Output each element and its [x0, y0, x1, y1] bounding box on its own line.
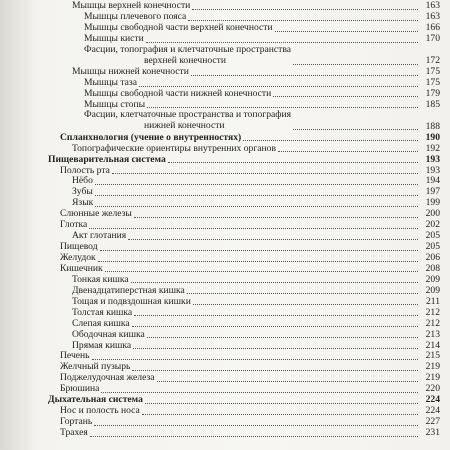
- toc-entry: [48, 110, 440, 132]
- toc-entry: [48, 406, 440, 417]
- toc-entry-title: [60, 384, 99, 395]
- toc-entry-title: [48, 395, 143, 406]
- dot-leader: [139, 86, 418, 87]
- toc-entry: [48, 362, 440, 373]
- toc-entry-title-line: Тонкая кишка: [72, 274, 129, 285]
- dot-leader: [243, 140, 418, 141]
- toc-page-number: 220: [425, 383, 440, 395]
- toc-entry-title-line: Печень: [60, 351, 90, 362]
- toc-page-number: 166: [425, 22, 440, 34]
- toc-entry-title: [84, 89, 271, 100]
- toc-entry-title-line: Мышцы свободной части верхней конечности: [84, 23, 273, 34]
- toc-entry-title-line: Прямая кишка: [72, 340, 132, 351]
- toc-entry-title: [60, 351, 90, 362]
- dot-leader: [145, 403, 418, 404]
- toc-entry-title-line: Глотка: [60, 220, 88, 231]
- toc-page-number: 192: [425, 142, 440, 154]
- toc-entry-title: [60, 428, 88, 439]
- dot-leader: [293, 129, 418, 130]
- dot-leader: [193, 304, 418, 305]
- toc-entry: [48, 187, 440, 198]
- dot-leader: [142, 414, 418, 415]
- toc-entry-title: [72, 308, 132, 319]
- toc-entry-title: [84, 34, 144, 45]
- toc-entry-title-line: Пищеварительная система: [48, 154, 166, 165]
- toc-page-number: 202: [425, 219, 440, 231]
- toc-entry-title: [72, 176, 93, 187]
- toc-entry-title: [72, 341, 131, 352]
- toc-entry-title-line: Гортань: [60, 417, 93, 428]
- toc-entry-title: [60, 209, 132, 220]
- toc-entry: [48, 198, 440, 209]
- dot-leader: [147, 107, 418, 108]
- toc-page-number: 227: [425, 416, 440, 428]
- toc-entry: [48, 176, 440, 187]
- toc-page-number: 175: [425, 66, 440, 78]
- dot-leader: [100, 250, 418, 251]
- toc-page-number: 219: [425, 361, 440, 373]
- dot-leader: [273, 96, 418, 97]
- dot-leader: [191, 75, 418, 76]
- dot-leader: [95, 206, 418, 207]
- toc-entry-title: [72, 286, 185, 297]
- toc-page-number: 205: [425, 230, 440, 242]
- toc-entry-title-line: Толстая кишка: [72, 307, 133, 318]
- toc-entry-title-line: Тощая и подвздошная кишки: [72, 296, 191, 307]
- toc-entry: [48, 78, 440, 89]
- toc-entry-title: [60, 373, 155, 384]
- toc-entry: [48, 209, 440, 220]
- toc-entry-title-line: Мышцы свободной части нижней конечности: [84, 88, 272, 99]
- toc-entry-title-line: Мышцы таза: [84, 78, 137, 89]
- toc-entry: [48, 12, 440, 23]
- toc-entry-title: [60, 417, 92, 428]
- toc-entry: [48, 231, 440, 242]
- toc-entry-title-line: Кишечник: [60, 263, 103, 274]
- toc-entry: [48, 307, 440, 318]
- toc-page-number: 219: [425, 372, 440, 384]
- toc-entry-title-line: Мышцы нижней конечности: [72, 67, 189, 78]
- toc-entry-title: [60, 133, 241, 144]
- dot-leader: [293, 64, 418, 65]
- toc-page-number: 163: [425, 0, 440, 12]
- toc-entry-title: [60, 253, 96, 264]
- toc-entry-title-line: Акт глотания: [72, 231, 127, 242]
- toc-entry-title-line: Мышцы стопы: [84, 99, 146, 110]
- toc-entry: [48, 274, 440, 285]
- dot-leader: [89, 228, 418, 229]
- toc-entry-title-line: Слюнные железы: [60, 209, 132, 220]
- toc-entry: [48, 395, 440, 406]
- toc-entry-title: [60, 220, 87, 231]
- toc-page-number: 209: [425, 273, 440, 285]
- toc-entry: [48, 340, 440, 351]
- toc-entry-title: [72, 1, 190, 12]
- dot-leader: [192, 9, 418, 10]
- toc-entry: [48, 154, 440, 165]
- toc-entry-title: [84, 23, 273, 34]
- toc-page-number: 215: [425, 350, 440, 362]
- dot-leader: [147, 337, 418, 338]
- toc-entry: [48, 384, 440, 395]
- toc-entry-title: [60, 242, 98, 253]
- toc-entry: [48, 351, 440, 362]
- toc-entry-title-line: Желчный пузырь: [60, 362, 131, 373]
- toc-entry-title-line: Зубы: [72, 187, 93, 198]
- toc-entry-title: [72, 144, 276, 155]
- toc-page-number: 231: [425, 427, 440, 439]
- toc-entry-title-line: Дыхательная система: [48, 395, 143, 406]
- dot-leader: [132, 326, 418, 327]
- toc-entry-title: [72, 275, 129, 286]
- toc-page-number: 214: [425, 339, 440, 351]
- toc-entry: [48, 329, 440, 340]
- dot-leader: [92, 359, 418, 360]
- dot-leader: [168, 162, 418, 163]
- toc-page-number: 224: [425, 394, 440, 406]
- dot-leader: [101, 392, 418, 393]
- toc-entry: [48, 143, 440, 154]
- dot-leader: [105, 271, 418, 272]
- dot-leader: [112, 173, 418, 174]
- toc-entry-title-line: Желудок: [60, 253, 96, 264]
- toc-entry-title-line: Фасции, топография и клетчаточные пространства: [84, 44, 292, 55]
- toc-entry: [48, 45, 440, 67]
- dot-leader: [278, 151, 418, 152]
- toc-page-number: 208: [425, 262, 440, 274]
- toc-entry-title: [84, 12, 186, 23]
- toc-entry-title-line: Нос и полость носа: [60, 406, 140, 417]
- toc-entry: [48, 165, 440, 176]
- toc-entry: [48, 89, 440, 100]
- toc-page-number: 199: [425, 197, 440, 209]
- toc-page-number: 194: [425, 175, 440, 187]
- dot-leader: [134, 217, 418, 218]
- toc-entry-title-line: Фасции, клетчаточные пространства и топография: [84, 110, 292, 121]
- toc-page-number: 190: [425, 131, 440, 143]
- dot-leader: [133, 348, 418, 349]
- toc-page-number: 197: [425, 186, 440, 198]
- dot-leader: [128, 239, 418, 240]
- toc-entry-title: [84, 110, 291, 132]
- toc-entry-title: [60, 166, 110, 177]
- toc-entry-title: [84, 100, 145, 111]
- toc-entry-title-line: Слепая кишка: [72, 318, 130, 329]
- toc-entry-title-line: Полость рта: [60, 165, 110, 176]
- toc-entry-title-line: Мышцы верхней конечности: [72, 1, 191, 12]
- toc-entry-title: [48, 155, 166, 166]
- toc-entry-title: [72, 187, 93, 198]
- table-of-contents: [48, 1, 440, 439]
- toc-page-number: 179: [425, 87, 440, 99]
- toc-entry: [48, 253, 440, 264]
- toc-entry-title-line: Мышцы кисти: [84, 34, 144, 45]
- toc-entry-title-line: Мышцы плечевого пояса: [84, 12, 187, 23]
- toc-entry-title-line: Спланхнология (учение о внутренностях): [60, 132, 242, 143]
- dot-leader: [98, 261, 418, 262]
- toc-entry-title: [72, 231, 126, 242]
- toc-entry-title-line: Двенадцатиперстная кишка: [72, 285, 185, 296]
- toc-page-number: 188: [425, 120, 440, 132]
- toc-entry-title-line: Топографические ориентиры внутренних органов: [72, 143, 276, 154]
- toc-page-number: 213: [425, 328, 440, 340]
- dot-leader: [146, 42, 418, 43]
- dot-leader: [187, 293, 418, 294]
- toc-page-number: 212: [425, 317, 440, 329]
- toc-entry-title-line: Поджелудочная железа: [60, 373, 155, 384]
- toc-entry: [48, 428, 440, 439]
- dot-leader: [132, 370, 418, 371]
- toc-page-number: 185: [425, 98, 440, 110]
- toc-entry: [48, 285, 440, 296]
- toc-entry-title-line: Ободочная кишка: [72, 329, 145, 340]
- toc-page-number: 211: [425, 295, 440, 307]
- toc-entry-title: [72, 319, 130, 330]
- toc-entry: [48, 67, 440, 78]
- toc-entry-title: [72, 198, 93, 209]
- toc-entry: [48, 242, 440, 253]
- dot-leader: [275, 31, 418, 32]
- toc-entry: [48, 34, 440, 45]
- toc-page-number: 175: [425, 77, 440, 89]
- toc-page-number: 209: [425, 284, 440, 296]
- dot-leader: [95, 184, 418, 185]
- toc-page-number: 212: [425, 306, 440, 318]
- toc-entry: [48, 1, 440, 12]
- toc-entry-title: [72, 297, 191, 308]
- dot-leader: [131, 282, 418, 283]
- dot-leader: [90, 436, 418, 437]
- dot-leader: [188, 20, 418, 21]
- toc-entry-title-line: Язык: [72, 198, 94, 209]
- toc-entry-title-line: Трахея: [60, 428, 88, 439]
- toc-entry: [48, 132, 440, 143]
- toc-page-number: 193: [425, 153, 440, 165]
- toc-page-number: 206: [425, 252, 440, 264]
- toc-entry-title-continuation: нижней конечности: [144, 120, 225, 132]
- toc-entry-title-line: Пищевод: [60, 242, 98, 253]
- toc-entry: [48, 417, 440, 428]
- toc-entry: [48, 318, 440, 329]
- toc-entry-title: [60, 264, 103, 275]
- toc-page-number: 193: [425, 164, 440, 176]
- toc-entry-title: [84, 78, 137, 89]
- toc-entry: [48, 220, 440, 231]
- toc-entry-title-line: Брюшина: [60, 384, 100, 395]
- toc-entry: [48, 296, 440, 307]
- dot-leader: [157, 381, 419, 382]
- toc-entry: [48, 264, 440, 275]
- toc-entry-title: [84, 45, 291, 67]
- toc-entry-title-continuation: верхней конечности: [144, 54, 226, 66]
- toc-page-number: 170: [425, 33, 440, 45]
- toc-entry-title: [72, 330, 145, 341]
- dot-leader: [95, 195, 418, 196]
- dot-leader: [134, 315, 418, 316]
- toc-entry-title: [60, 406, 140, 417]
- toc-entry-title: [72, 67, 189, 78]
- toc-page-number: 163: [425, 11, 440, 23]
- toc-page-number: 224: [425, 405, 440, 417]
- toc-entry-title: [60, 362, 130, 373]
- dot-leader: [94, 425, 418, 426]
- toc-entry: [48, 23, 440, 34]
- toc-page-number: 200: [425, 208, 440, 220]
- toc-page-number: 172: [425, 55, 440, 67]
- toc-entry: [48, 99, 440, 110]
- toc-page-number: 205: [425, 241, 440, 253]
- toc-entry: [48, 373, 440, 384]
- toc-entry-title-line: Нёбо: [72, 176, 93, 187]
